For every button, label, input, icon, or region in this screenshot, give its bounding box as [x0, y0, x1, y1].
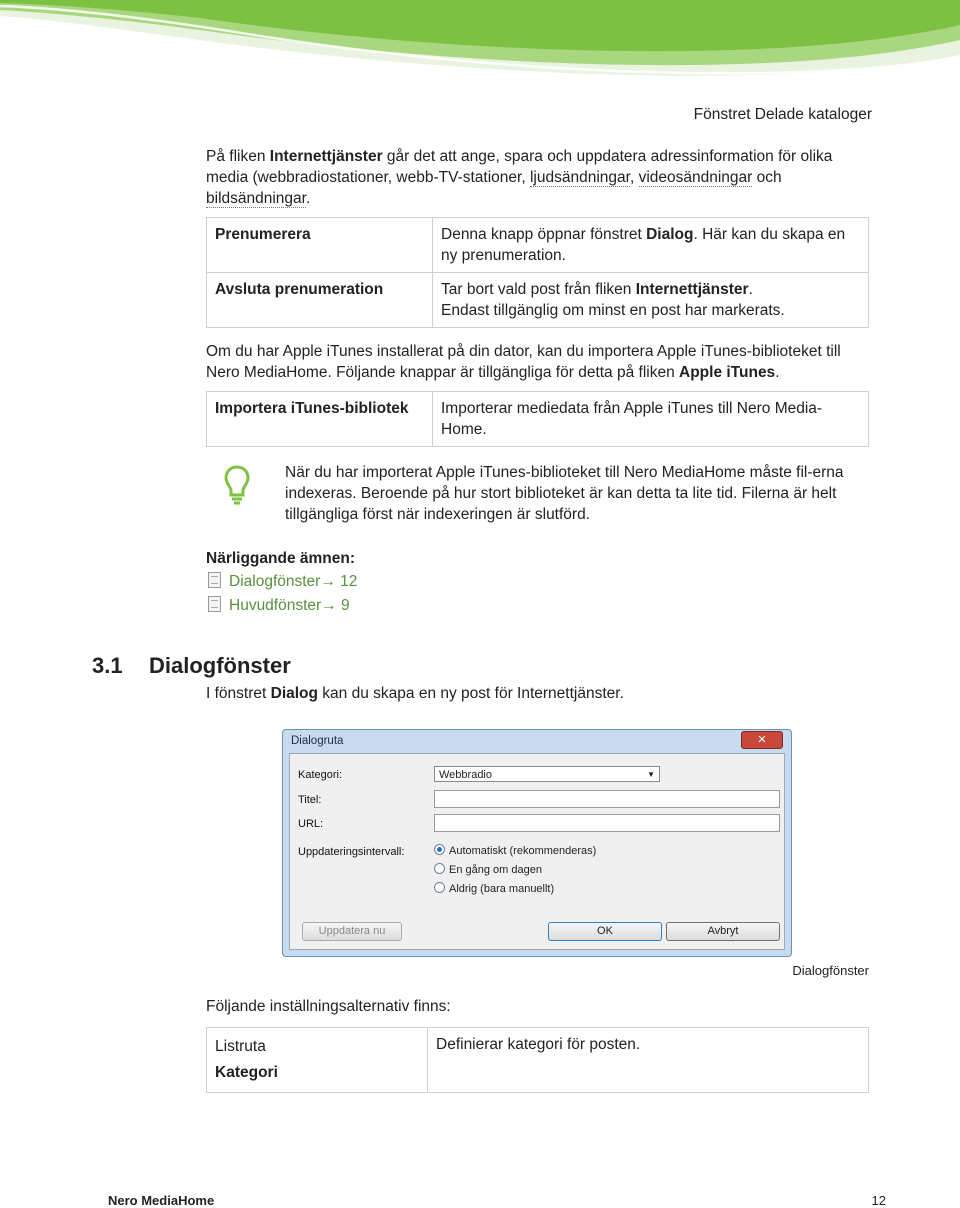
dialog-body	[289, 753, 785, 950]
settings-table	[206, 1027, 869, 1093]
category-select[interactable]: Webbradio ▼	[434, 766, 660, 782]
interval-label: Uppdateringsintervall:	[298, 846, 405, 858]
radio-dot	[434, 882, 445, 893]
row-label-avsluta: Avsluta prenumeration	[207, 273, 433, 328]
ok-button[interactable]: OK	[548, 922, 662, 941]
row-desc: Definierar kategori för posten.	[428, 1028, 869, 1093]
itunes-paragraph: Om du har Apple iTunes installerat på din dator, kan du importera Apple iTunes-biblioteket till Nero MediaHome. Följande knappar är tillgängliga för detta på fliken Apple iTunes.	[206, 343, 841, 381]
table-row	[207, 1028, 869, 1093]
document-icon	[208, 572, 221, 588]
footer-product: Nero MediaHome	[108, 1193, 215, 1208]
lightbulb-icon	[222, 464, 252, 506]
header-swoosh	[0, 0, 960, 100]
url-input[interactable]	[434, 814, 780, 832]
related-heading: Närliggande ämnen:	[206, 550, 355, 567]
radio-dot	[434, 844, 445, 855]
dialog-screenshot	[282, 729, 792, 957]
settings-intro: Följande inställningsalternativ finns:	[206, 998, 451, 1015]
arrow-icon: →	[320, 573, 341, 590]
dropdown-arrow-icon: ▼	[647, 770, 655, 779]
related-link-huvudfonster[interactable]: Huvudfönster→ 9	[208, 596, 350, 615]
title-input[interactable]	[434, 790, 780, 808]
title-label: Titel:	[298, 794, 322, 806]
link-ljudsandningar[interactable]: ljudsändningar	[529, 169, 630, 186]
radio-dot	[434, 863, 445, 874]
row-label: Listruta Kategori	[207, 1028, 428, 1093]
row-label-importera: Importera iTunes-bibliotek	[207, 392, 433, 447]
row-desc: Tar bort vald post från fliken Internettjänster. Endast tillgänglig om minst en post har markerats.	[433, 273, 869, 328]
table-row	[207, 218, 869, 273]
itunes-table	[206, 391, 869, 447]
figure-caption: Dialogfönster	[792, 963, 869, 978]
table-row	[207, 273, 869, 328]
header-title: Fönstret Delade kataloger	[693, 106, 872, 123]
related-link-dialogfonster[interactable]: Dialogfönster→ 12	[208, 572, 357, 591]
arrow-icon: →	[321, 597, 342, 614]
section-number: 3.1	[92, 653, 123, 678]
update-now-button[interactable]: Uppdatera nu	[302, 922, 402, 941]
section-paragraph: I fönstret Dialog kan du skapa en ny post för Internettjänster.	[206, 685, 624, 702]
close-icon[interactable]: ✕	[741, 731, 783, 749]
link-videosandningar[interactable]: videosändningar	[638, 169, 753, 186]
section-title: Dialogfönster	[149, 653, 291, 678]
radio-never[interactable]: Aldrig (bara manuellt)	[434, 882, 554, 895]
radio-automatic[interactable]: Automatiskt (rekommenderas)	[434, 844, 596, 857]
table-row	[207, 392, 869, 447]
intro-paragraph: På fliken Internettjänster går det att ange, spara och uppdatera adressinformation för olika media (webbradiostationer, webb-TV-stationer, ljudsändningar, videosändningar och bildsändningar.	[206, 148, 833, 207]
link-bildsandningar[interactable]: bildsändningar	[206, 190, 306, 207]
buttons-table	[206, 217, 869, 328]
url-label: URL:	[298, 818, 324, 830]
row-label-prenumerera: Prenumerera	[207, 218, 433, 273]
row-desc: Importerar mediedata från Apple iTunes till Nero Media-Home.	[433, 392, 869, 447]
footer-page: 12	[871, 1193, 886, 1208]
category-label: Kategori:	[298, 769, 343, 781]
row-desc: Denna knapp öppnar fönstret Dialog. Här kan du skapa en ny prenumeration.	[433, 218, 869, 273]
cancel-button[interactable]: Avbryt	[666, 922, 780, 941]
document-icon	[208, 596, 221, 612]
dialog-title: Dialogruta	[291, 735, 344, 747]
radio-daily[interactable]: En gång om dagen	[434, 863, 542, 876]
tip-text: När du har importerat Apple iTunes-biblioteket till Nero MediaHome måste fil-erna indexeras. Beroende på hur stort biblioteket är kan detta ta lite tid. Filerna är helt tillgängliga först när indexeringen är slutförd.	[285, 464, 844, 523]
